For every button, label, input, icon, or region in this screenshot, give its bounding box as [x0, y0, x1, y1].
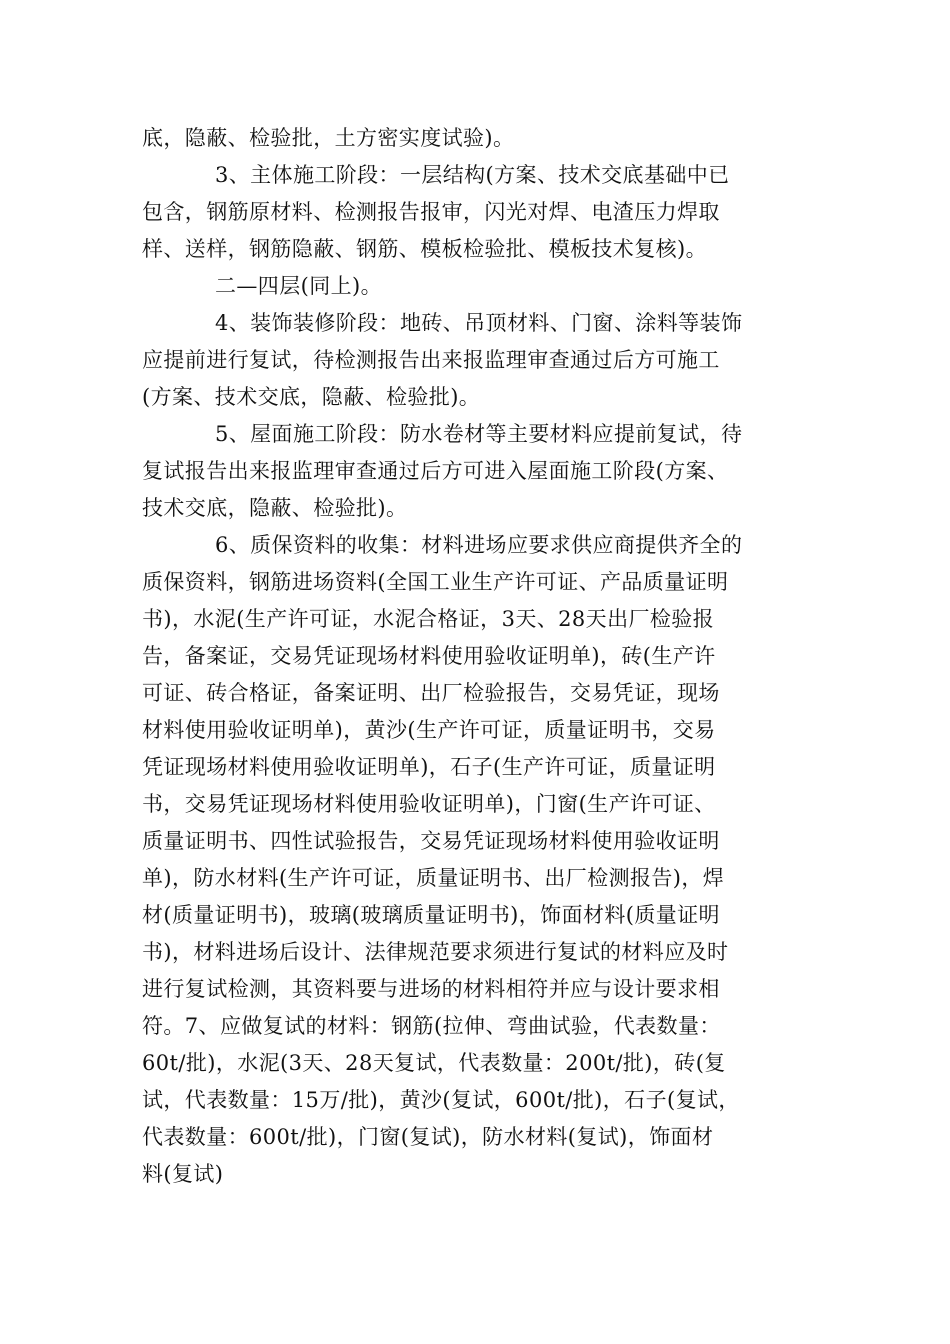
text-line: 样、送样，钢筋隐蔽、钢筋、模板检验批、模板技术复核)。	[142, 237, 707, 261]
text-line: 料(复试)	[142, 1162, 224, 1186]
text-line: 试，代表数量：15万/批)，黄沙(复试，600t/批)，石子(复试，	[142, 1088, 740, 1112]
text-line: 包含，钢筋原材料、检测报告报审，闪光对焊、电渣压力焊取	[142, 200, 720, 224]
text-line: 4、装饰装修阶段：地砖、吊顶材料、门窗、涂料等装饰	[215, 311, 743, 335]
text-line: 书)，水泥(生产许可证，水泥合格证，3天、28天出厂检验报	[142, 607, 715, 631]
text-line: 告，备案证，交易凭证现场材料使用验收证明单)，砖(生产许	[142, 644, 716, 668]
text-line: 60t/批)，水泥(3天、28天复试，代表数量：200t/批)，砖(复	[142, 1051, 726, 1075]
text-line: (方案、技术交底，隐蔽、检验批)。	[142, 385, 481, 409]
text-line: 应提前进行复试，待检测报告出来报监理审查通过后方可施工	[142, 348, 720, 372]
text-line: 6、质保资料的收集：材料进场应要求供应商提供齐全的	[215, 533, 743, 557]
text-line: 符。7、应做复试的材料：钢筋(拉伸、弯曲试验，代表数量：	[142, 1014, 721, 1038]
text-line: 进行复试检测，其资料要与进场的材料相符并应与设计要求相	[142, 977, 720, 1001]
text-line: 代表数量：600t/批)，门窗(复试)，防水材料(复试)，饰面材	[142, 1125, 714, 1149]
text-line: 复试报告出来报监理审查通过后方可进入屋面施工阶段(方案、	[142, 459, 729, 483]
text-line: 质量证明书、四性试验报告，交易凭证现场材料使用验收证明	[142, 829, 720, 853]
text-line: 材料使用验收证明单)，黄沙(生产许可证，质量证明书，交易	[142, 718, 716, 742]
text-line: 二—四层(同上)。	[215, 274, 382, 298]
text-line: 5、屋面施工阶段：防水卷材等主要材料应提前复试，待	[215, 422, 743, 446]
text-line: 3、主体施工阶段：一层结构(方案、技术交底基础中已	[215, 163, 730, 187]
text-line: 凭证现场材料使用验收证明单)，石子(生产许可证，质量证明	[142, 755, 716, 779]
text-line: 技术交底，隐蔽、检验批)。	[142, 496, 408, 520]
text-line: 书，交易凭证现场材料使用验收证明单)，门窗(生产许可证、	[142, 792, 716, 816]
text-line: 底，隐蔽、检验批，土方密实度试验)。	[142, 126, 515, 150]
text-line: 单)，防水材料(生产许可证，质量证明书、出厂检测报告)，焊	[142, 866, 725, 890]
text-line: 书)，材料进场后设计、法律规范要求须进行复试的材料应及时	[142, 940, 729, 964]
text-line: 可证、砖合格证，备案证明、出厂检验报告，交易凭证，现场	[142, 681, 720, 705]
text-line: 质保资料，钢筋进场资料(全国工业生产许可证、产品质量证明	[142, 570, 729, 594]
text-line: 材(质量证明书)，玻璃(玻璃质量证明书)，饰面材料(质量证明	[142, 903, 720, 927]
